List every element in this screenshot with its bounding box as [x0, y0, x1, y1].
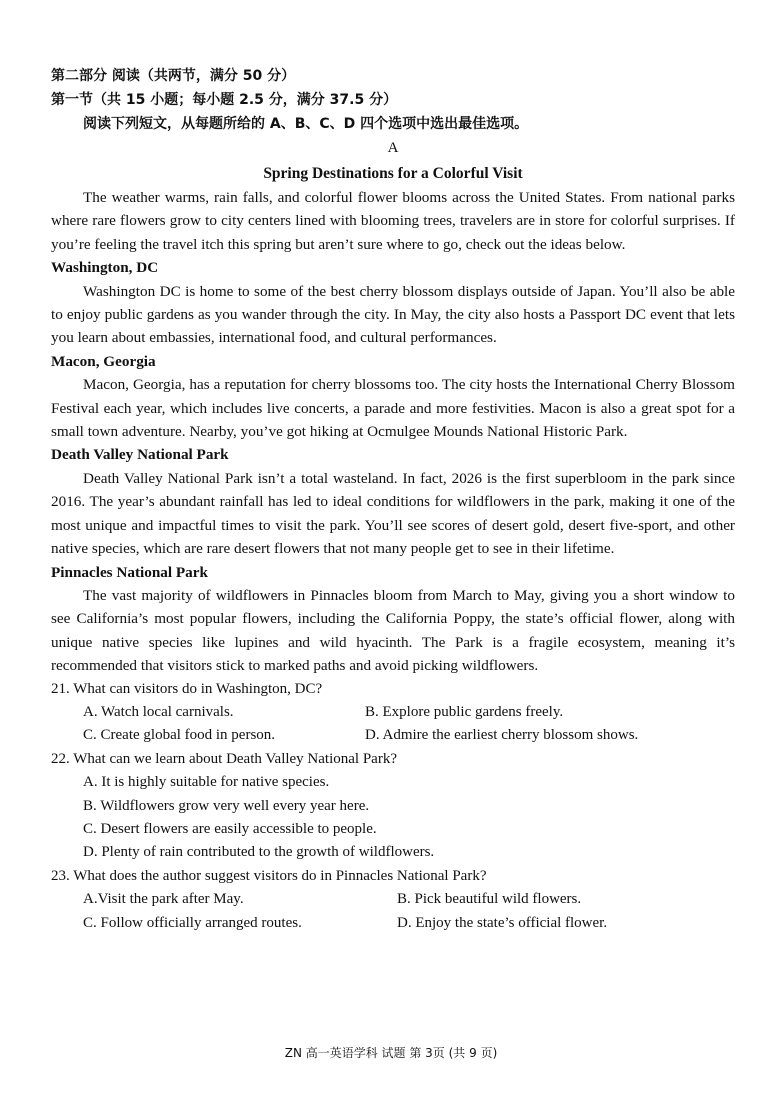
section-heading-macon: Macon, Georgia: [51, 352, 156, 370]
option-c: C. Create global food in person.: [83, 727, 276, 744]
section-text-pinnacles: The vast majority of wildflowers in Pinnacles bloom from March to May, giving you a short window to see California’s most popular flowers, including the California Poppy, the state’s official flower, along with unique native species like lupines and wild hyacinth. The Park is a fragile ecosystem, meaning it’s recommended that visitors stick to marked paths and avoid picking wildflowers.: [51, 586, 735, 675]
question-stem: 22. What can we learn about Death Valley National Park?: [51, 750, 397, 767]
option-d: D. Admire the earliest cherry blossom shows.: [365, 727, 639, 744]
question-23: [51, 865, 735, 935]
passage-intro: The weather warms, rain falls, and colorful flower blooms across the United States. From national parks where rare flowers grow to city centers lined with blooming trees, travelers are in store for colorful surprises. If you’re feeling the travel itch this spring but aren’t sure where to go, check out the ideas below.: [51, 189, 735, 253]
option-b: B. Pick beautiful wild flowers.: [397, 891, 582, 908]
exam-page: [51, 64, 735, 935]
section-heading: 第一节（共 15 小题；每小题 2.5 分，满分 37.5 分）: [51, 92, 398, 108]
instructions: 阅读下列短文，从每题所给的 A、B、C、D 四个选项中选出最佳选项。: [83, 116, 529, 132]
option-a: A. It is highly suitable for native species.: [83, 774, 330, 791]
section-text-death-valley: Death Valley National Park isn’t a total wasteland. In fact, 2026 is the first superbloom in the park since 2016. The year’s abundant rainfall has led to ideal conditions for wildflowers in the park, making it one of the most unique and impactful times to visit the park. You’ll see scores of desert gold, desert five-sport, and other native species, which are rare desert flowers that not many people get to see in their lifetime.: [51, 469, 735, 558]
option-b: B. Wildflowers grow very well every year here.: [83, 797, 370, 814]
option-d: D. Enjoy the state’s official flower.: [397, 914, 608, 931]
answer-options: [51, 701, 735, 748]
part-heading: 第二部分 阅读（共两节，满分 50 分）: [51, 68, 296, 84]
page-footer: ZN 高一英语学科 试题 第 3页 (共 9 页): [284, 1046, 498, 1060]
option-b: B. Explore public gardens freely.: [365, 703, 564, 720]
passage-title: Spring Destinations for a Colorful Visit: [263, 165, 523, 182]
question-stem: 23. What does the author suggest visitors do in Pinnacles National Park?: [51, 867, 487, 884]
option-a: A. Watch local carnivals.: [83, 703, 234, 720]
section-text-macon: Macon, Georgia, has a reputation for cherry blossoms too. The city hosts the International Cherry Blossom Festival each year, which includes live concerts, a parade and more festivities. Macon is also a great spot for a small town adventure. Nearby, you’ve got hiking at Ocmulgee Mounds National Historic Park.: [51, 376, 735, 441]
section-heading-death-valley: Death Valley National Park: [51, 446, 229, 464]
option-c: C. Follow officially arranged routes.: [83, 914, 302, 931]
question-21: [51, 678, 735, 748]
passage-letter: A: [387, 140, 399, 156]
answer-options: [51, 888, 735, 935]
question-22: [51, 748, 735, 865]
option-c: C. Desert flowers are easily accessible to people.: [83, 820, 377, 837]
option-a: A.Visit the park after May.: [83, 891, 244, 908]
section-text-washington: Washington DC is home to some of the best cherry blossom displays outside of Japan. You’ll also be able to enjoy public gardens as you wander through the city. In May, the city also hosts a Passport DC event that lets you learn about embassies, international food, and cultural performances.: [51, 282, 735, 347]
answer-options: [51, 771, 735, 865]
section-heading-washington: Washington, DC: [51, 259, 159, 277]
question-stem: 21. What can visitors do in Washington, DC?: [51, 680, 323, 697]
section-heading-pinnacles: Pinnacles National Park: [51, 563, 208, 581]
option-d: D. Plenty of rain contributed to the growth of wildflowers.: [83, 844, 435, 861]
